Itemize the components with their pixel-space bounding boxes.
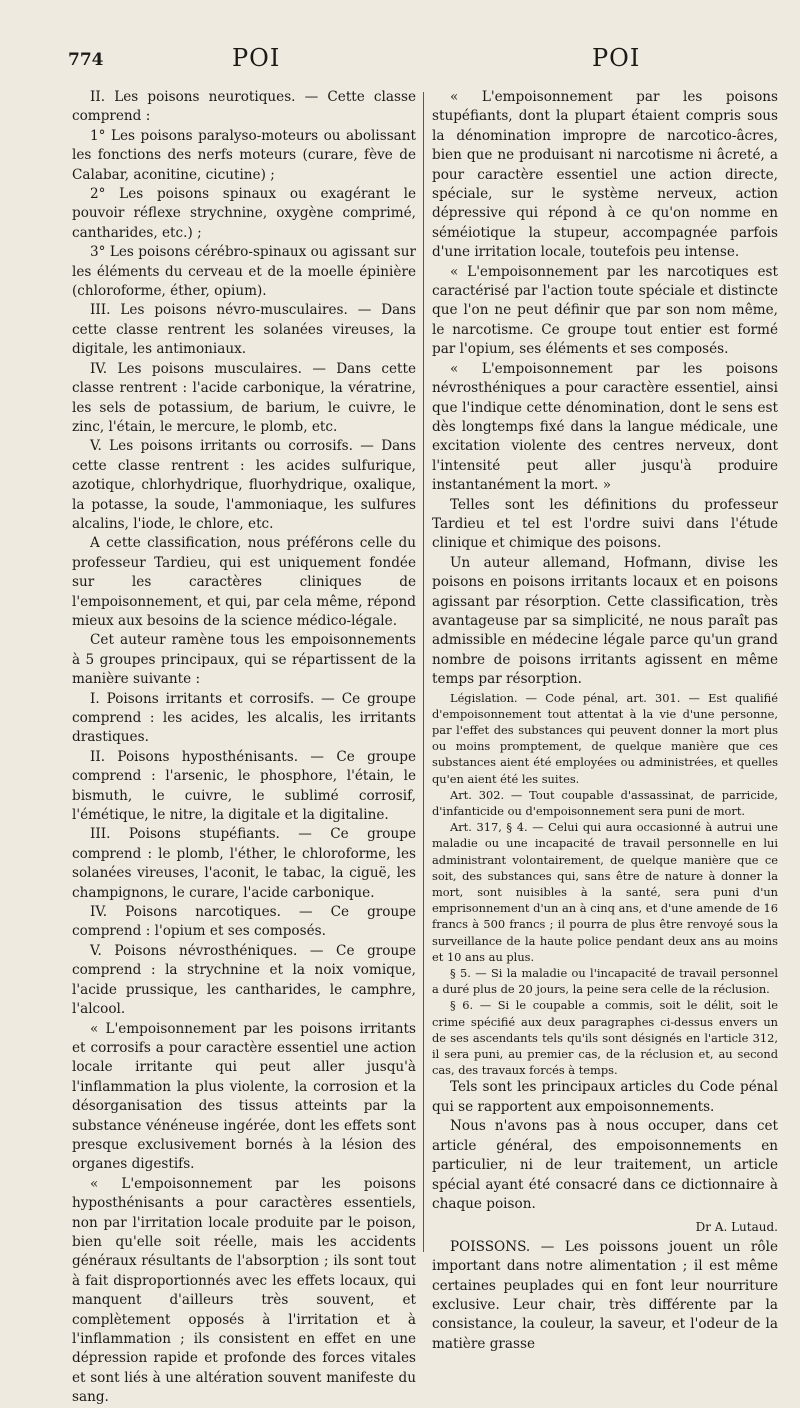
paragraph: « L'empoisonnement par les poisons névrosthéniques a pour caractère essentiel, ainsi que l'indique cette dénomination, dont le sens est dès longtemps fixé dans la langue médicale, une excitation violente des centres nerveux, dont l'intensité peut aller jusqu'à produire instantanément la mort. » [432,360,778,494]
legislation-paragraph: § 5. — Si la maladie ou l'incapacité de travail personnel a duré plus de 20 jours, la peine sera celle de la réclusion. [432,966,778,997]
paragraph: Cet auteur ramène tous les empoisonnements à 5 groupes principaux, qui se répartissent de la manière suivante : [72,632,416,688]
legislation-paragraph: § 6. — Si le coupable a commis, soit le délit, soit le crime spécifié aux deux paragraphes ci-dessus envers un de ses ascendants tels qu'ils sont désignés en l'article 312, il sera puni, au premier cas, de la réclusion et, au second cas, des travaux forcés à temps. [432,998,778,1078]
paragraph: IV. Poisons narcotiques. — Ce groupe comprend : l'opium et ses composés. [72,904,416,940]
paragraph: A cette classification, nous préférons celle du professeur Tardieu, qui est uniquement fondée sur les caractères cliniques de l'empoisonnement, et qui, par cela même, répond mieux aux besoins de la science médico-légale. [72,535,416,629]
paragraph: « L'empoisonnement par les poisons stupéfiants, dont la plupart étaient compris sous la dénomination impropre de narcotico-âcres, bien que ne produisant ni narcotisme ni âcreté, a pour caractère essentiel une action directe, spéciale, sur le système nerveux, action dépressive qui répond à ce qu'on nomme en séméiotique la stupeur, accompagnée parfois d'une irritation locale, toutefois peu intense. [432,89,778,261]
running-title-right: POI [592,44,641,72]
paragraph: Tels sont les principaux articles du Code pénal qui se rapportent aux empoisonnements. [432,1079,778,1115]
paragraph: Nous n'avons pas à nous occuper, dans cet article général, des empoisonnements en particulier, ni de leur traitement, un article spécial ayant été consacré dans ce dictionnaire à chaque poison. [432,1118,778,1212]
page-number: 774 [68,50,104,70]
legislation-paragraph: Art. 302. — Tout coupable d'assassinat, de parricide, d'infanticide ou d'empoisonnement sera puni de mort. [432,787,778,819]
paragraph: 2° Les poisons spinaux ou exagérant le pouvoir réflexe strychnine, oxygène comprimé, cantharides, etc.) ; [72,186,416,241]
paragraph: III. Poisons stupéfiants. — Ce groupe comprend : le plomb, l'éther, le chloroforme, les solanées vireuses, l'aconit, le tabac, la ciguë, les champignons, le curare, l'acide carbonique. [72,826,416,901]
paragraph: « L'empoisonnement par les poisons hyposthénisants a pour caractères essentiels, non par l'irritation locale produite par le poison, bien qu'elle soit réelle, mais les accidents généraux résultants de l'absorption ; ils sont tout à fait disproportionnés avec les effets locaux, qui manquent d'ailleurs très souvent, et complètement opposés à l'irritation et à l'inflammation ; ils consistent en effet en une dépression rapide et profonde des forces vitales et sont liés à une altération souvent manifeste du sang. [72,1175,416,1406]
running-title-left: POI [232,44,281,72]
paragraph: 3° Les poisons cérébro-spinaux ou agissant sur les éléments du cerveau et de la moelle épinière (chloroforme, éther, opium). [72,244,416,300]
paragraph: « L'empoisonnement par les poisons irritants et corrosifs a pour caractère essentiel une action locale irritante qui peut aller jusqu'à l'inflammation la plus violente, la corrosion et la désorganisation des tissus atteints par la substance vénéneuse ingérée, dont les effets sont presque exclusivement bornés à la lésion des organes digestifs. [72,1020,416,1173]
paragraph: Un auteur allemand, Hofmann, divise les poisons en poisons irritants locaux et en poisons agissant par résorption. Cette classification, très avantageuse par sa simplicité, ne nous paraît pas admissible en médecine légale parce qu'un grand nombre de poisons irritants agissent en même temps par résorption. [432,554,778,688]
paragraph: I. Poisons irritants et corrosifs. — Ce groupe comprend : les acides, les alcalis, les irritants drastiques. [72,690,416,746]
paragraph: II. Les poisons neurotiques. — Cette classe comprend : [72,89,416,125]
column-divider [423,92,424,1252]
paragraph: Telles sont les définitions du professeur Tardieu et tel est l'ordre suivi dans l'étude clinique et chimique des poisons. [432,496,778,552]
paragraph: IV. Les poisons musculaires. — Dans cette classe rentrent : l'acide carbonique, la vératrine, les sels de potassium, de barium, le cuivre, le zinc, l'étain, le mercure, le plomb, etc. [72,360,416,435]
right-column [432,88,778,1352]
legislation-paragraph: Législation. — Code pénal, art. 301. — Est qualifié d'empoisonnement tout attentat à la vie d'une personne, par l'effet des substances qui peuvent donner la mort plus ou moins promptement, de quelque manière que ces substances aient été employées ou administrées, et quelles qu'en aient été les suites. [432,690,778,786]
paragraph: V. Poisons névrosthéniques. — Ce groupe comprend : la strychnine et la noix vomique, l'acide prussique, les cantharides, le camphre, l'alcool. [72,942,416,1018]
paragraph: 1° Les poisons paralyso-moteurs ou abolissant les fonctions des nerfs moteurs (curare, fève de Calabar, aconitine, cicutine) ; [72,127,416,183]
paragraph: V. Les poisons irritants ou corrosifs. — Dans cette classe rentrent : les acides sulfurique, azotique, chlorhydrique, fluorhydrique, oxalique, la potasse, la soude, l'ammoniaque, les sulfures alcalins, l'iode, le chlore, etc. [72,438,416,532]
page-header [0,40,800,80]
left-column [72,88,416,1406]
legislation-paragraph: Art. 317, § 4. — Celui qui aura occasionné à autrui une maladie ou une incapacité de travail personnelle en lui administrant volontairement, de quelque manière que ce soit, des substances qui, sans être de nature à donner la mort, sont nuisibles à la santé, sera puni d'un emprisonnement d'un an à cinq ans, et d'une amende de 16 francs à 500 francs ; il pourra de plus être renvoyé sous la surveillance de la haute police pendant deux ans au moins et 10 ans au plus. [432,820,778,964]
author-signature: Dr A. Lutaud. [695,1220,778,1235]
next-entry-paragraph: POISSONS. — Les poissons jouent un rôle important dans notre alimentation ; il est même certaines peuplades qui en font leur nourriture exclusive. Leur chair, très différente par la consistance, la couleur, la saveur, et l'odeur de la matière grasse [432,1238,778,1352]
paragraph: II. Poisons hyposthénisants. — Ce groupe comprend : l'arsenic, le phosphore, l'étain, le bismuth, le cuivre, le sublimé corrosif, l'émétique, le nitre, la digitale et la digitaline. [72,748,416,824]
paragraph: « L'empoisonnement par les narcotiques est caractérisé par l'action toute spéciale et distincte que l'on ne peut définir que par son nom même, le narcotisme. Ce groupe tout entier est formé par l'opium, ses éléments et ses composés. [432,263,778,358]
paragraph: III. Les poisons névro-musculaires. — Dans cette classe rentrent les solanées vireuses, la digitale, les antimoniaux. [72,302,416,358]
